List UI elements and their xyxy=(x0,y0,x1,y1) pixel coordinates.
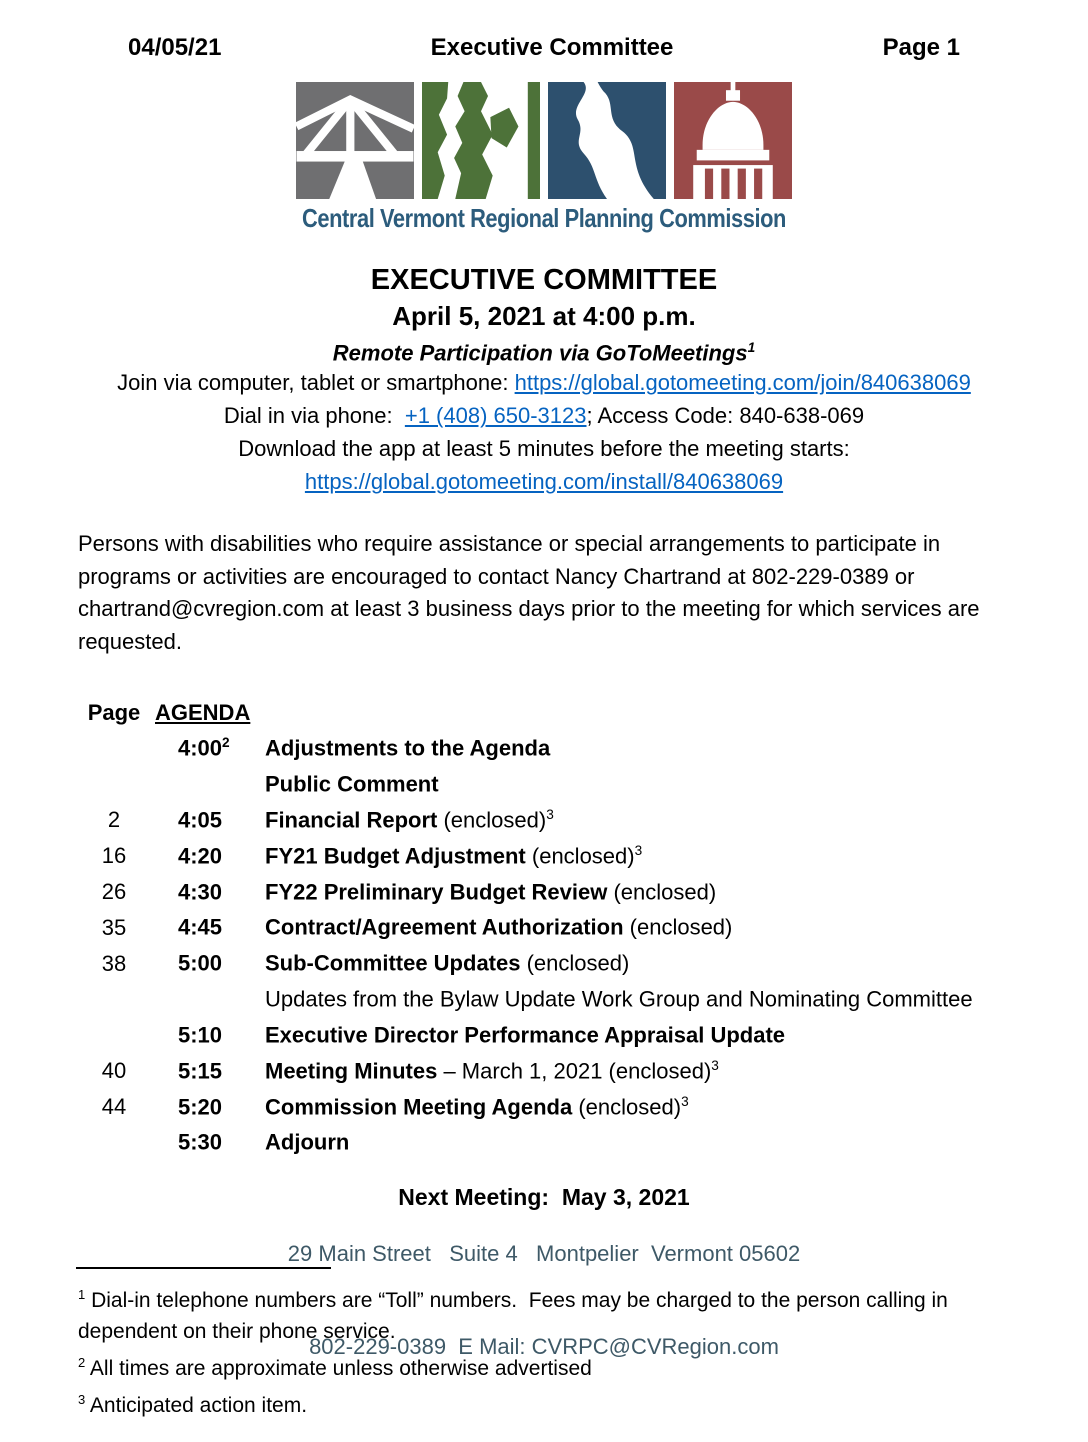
running-header xyxy=(128,34,960,62)
agenda-page-number: 44 xyxy=(101,1093,127,1119)
agenda-row xyxy=(85,728,1088,764)
agenda-rows xyxy=(85,728,1088,1158)
agenda-row xyxy=(85,872,1088,908)
footnote-marker: 2 xyxy=(78,1355,86,1371)
agenda-page-column-header: Page xyxy=(87,700,141,726)
remote-participation-text: Remote Participation via GoToMeetings xyxy=(332,340,748,366)
agenda-item-title: Meeting Minutes – March 1, 2021 (enclosed)$^3$ xyxy=(265,1057,719,1084)
footnote-text: All times are approximate unless otherwise advertised xyxy=(85,1357,592,1381)
agenda-page-number: 38 xyxy=(101,950,127,976)
agenda-item-title: Sub-Committee Updates (enclosed) xyxy=(265,950,630,976)
agenda-row xyxy=(85,907,1088,943)
agenda-time: 5:20 xyxy=(178,1093,223,1119)
agenda-item-title: FY22 Preliminary Budget Review (enclosed) xyxy=(265,878,717,904)
header-title: Executive Committee xyxy=(430,34,674,61)
agenda-item-title: Public Comment xyxy=(265,771,439,797)
vermont-state-icon xyxy=(422,82,540,199)
agenda-item-title: FY21 Budget Adjustment (enclosed)$^3$ xyxy=(265,842,643,869)
agenda-row xyxy=(85,836,1088,872)
dial-label: Dial in via phone: xyxy=(223,403,405,429)
agenda-row xyxy=(85,943,1088,979)
footnote-marker: 1 xyxy=(78,1287,86,1303)
document-page xyxy=(0,34,1088,1442)
agenda-time: 5:30 xyxy=(178,1129,223,1155)
dial-phone-link[interactable]: +1 (408) 650-3123 xyxy=(404,403,587,429)
agenda-page-number: 26 xyxy=(101,878,127,904)
footnote-marker: 3 xyxy=(78,1392,86,1408)
dial-line xyxy=(0,399,1088,432)
accessibility-notice: Persons with disabilities who require assistance or special arrangements to participate in programs or activities are encouraged to contact Nancy Chartrand at 802-229-0389 or chartrand@cvregion.com at least 3 business days prior to the meeting for which services are requested. xyxy=(78,531,980,654)
agenda-item-title: Updates from the Bylaw Update Work Group and Nominating Committee xyxy=(265,986,973,1012)
agenda-page-number: 35 xyxy=(101,914,127,940)
agenda-header xyxy=(85,698,1088,728)
join-meeting-link[interactable]: https://global.gotomeeting.com/join/840638069 xyxy=(514,370,971,396)
agenda-row xyxy=(85,800,1088,836)
agenda-item-title: Contract/Agreement Authorization (enclosed) xyxy=(265,914,733,940)
capitol-dome-icon xyxy=(674,82,792,199)
download-instruction: Download the app at least 5 minutes before the meeting starts: xyxy=(238,436,850,462)
agenda-time: 5:10 xyxy=(178,1022,223,1048)
agenda-title-column-header: AGENDA xyxy=(155,700,251,726)
install-line xyxy=(0,465,1088,498)
agenda-time: 5:15 xyxy=(178,1058,223,1084)
meeting-datetime: April 5, 2021 at 4:00 p.m. xyxy=(392,301,696,331)
agenda-item-title: Adjustments to the Agenda xyxy=(265,735,551,761)
bridge-icon xyxy=(296,82,414,199)
install-app-link[interactable]: https://global.gotomeeting.com/install/840638069 xyxy=(304,469,784,495)
agenda-item-title: Executive Director Performance Appraisal Update xyxy=(265,1022,786,1048)
next-meeting-line: Next Meeting: May 3, 2021 xyxy=(398,1184,690,1211)
agenda-row xyxy=(85,979,1088,1015)
agenda-page-number: 16 xyxy=(101,843,127,869)
footer-contact: 802-229-0389 E Mail: CVRPC@CVRegion.com xyxy=(309,1334,779,1359)
document-footer xyxy=(0,1176,1088,1424)
agenda-time: 4:05 xyxy=(178,807,223,833)
footer-address: 29 Main Street Suite 4 Montpelier Vermont 05602 xyxy=(287,1241,801,1266)
logo-tiles xyxy=(0,82,1088,199)
agenda-time: 4:30 xyxy=(178,878,223,904)
join-label: Join via computer, tablet or smartphone: xyxy=(117,370,515,396)
agenda-time: 4:20 xyxy=(178,843,223,869)
meeting-title: EXECUTIVE COMMITTEE xyxy=(370,264,718,296)
agenda-item-title: Commission Meeting Agenda (enclosed)$^3$ xyxy=(265,1093,689,1119)
agenda-section xyxy=(85,698,1088,1158)
agenda-item-title: Adjourn xyxy=(265,1129,350,1155)
header-date: 04/05/21 xyxy=(128,34,222,61)
agenda-item-title: Financial Report (enclosed)$^3$ xyxy=(265,806,554,833)
agenda-row xyxy=(85,1051,1088,1087)
footnote-text: Anticipated action item. xyxy=(85,1394,308,1418)
join-line xyxy=(0,366,1088,399)
agenda-time: 4:45 xyxy=(178,914,223,940)
agenda-page-number: 40 xyxy=(101,1058,127,1084)
agenda-time: 5:00 xyxy=(178,950,223,976)
remote-participation-line xyxy=(0,340,1088,366)
footnote-text: Dial-in telephone numbers are “Toll” numbers. Fees may be charged to the person calling in dependent on their phone service. xyxy=(78,1289,954,1344)
agenda-row xyxy=(85,764,1088,800)
cvrpc-logo xyxy=(0,82,1088,234)
header-page-number: Page 1 xyxy=(882,34,960,61)
logo-org-name: Central Vermont Regional Planning Commission xyxy=(302,203,786,233)
agenda-time: $4:00^2$ xyxy=(178,735,230,761)
agenda-page-number: 2 xyxy=(107,807,121,833)
river-icon xyxy=(548,82,666,199)
agenda-row xyxy=(85,1122,1088,1158)
footnote-ref-1: 1 xyxy=(747,340,756,355)
agenda-row xyxy=(85,1015,1088,1051)
agenda-row xyxy=(85,1087,1088,1123)
access-code-text: ; Access Code: 840-638-069 xyxy=(586,403,865,429)
